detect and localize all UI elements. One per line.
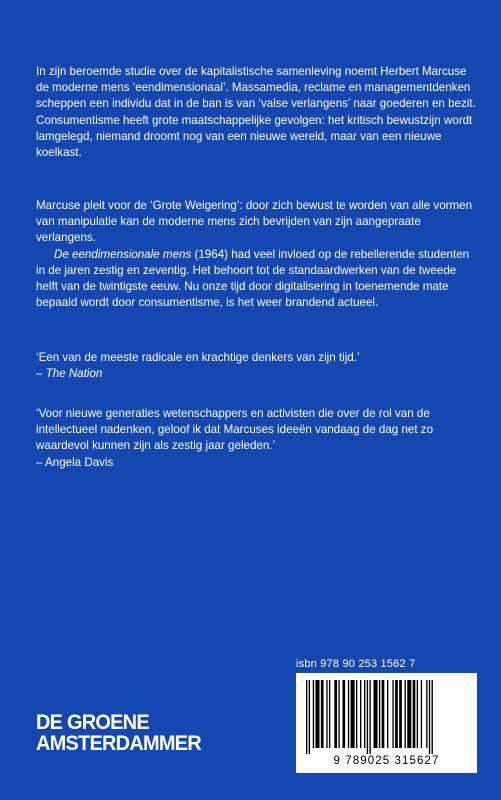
barcode-bar xyxy=(364,680,365,748)
blurb-text-2b xyxy=(36,247,476,312)
barcode-bar xyxy=(360,680,361,748)
barcode-bar xyxy=(338,680,339,748)
barcode-bar xyxy=(342,680,345,748)
barcode-bar xyxy=(405,680,406,748)
barcode-digits: 9 789025 315627 xyxy=(333,755,440,767)
barcode-bar xyxy=(321,680,324,748)
isbn-label: isbn 978 90 253 1562 7 xyxy=(296,658,416,670)
barcode-bar xyxy=(382,680,385,748)
barcode-bar xyxy=(334,680,337,748)
quote-text: ‘Een van de meeste radicale en krachtige denkers van zijn tijd.’ xyxy=(36,351,360,364)
barcode-bar xyxy=(374,680,378,748)
barcode-bar xyxy=(329,680,330,748)
publisher-logo-line-2: AMSTERDAMMER xyxy=(36,732,201,755)
blurb-paragraph-2 xyxy=(36,198,476,311)
blurb-text-2b-rest: (1964) had veel invloed op de rebellerende studenten in de jaren zestig en zeventig. Het behoort tot de standaardwerken van de tweede helft van de twintigste eeuw. Nu onze tijd door digitalisering in toenemende mate bepaald wordt door consumentisme, is het weer brandend actueel. xyxy=(36,247,470,310)
blurb-text-1: In zijn beroemde studie over de kapitalistische samenleving noemt Herbert Marcuse de moderne mens ‘eendimensionaal’. Massamedia, reclame en managementdenken scheppen een individu dat in de ban is van ‘valse verlangens’ naar goederen en bezit. Consumentisme heeft grote maatschappelijke gevolgen: het kritisch bewustzijn wordt lamgelegd, niemand droomt nog van een nieuwe wereld, maar van een nieuwe koelkast. xyxy=(36,65,476,160)
quote-source: – The Nation xyxy=(36,367,103,381)
barcode-bar xyxy=(306,680,307,754)
barcode-bar xyxy=(348,680,349,748)
barcode-bar xyxy=(399,680,402,748)
barcode-bar xyxy=(395,680,398,748)
barcode-bar xyxy=(369,680,370,754)
quote-angela-davis xyxy=(36,406,476,471)
book-title-inline: De eendimensionale mens xyxy=(54,247,192,261)
blurb-text-2a: Marcuse pleit voor de ‘Grote Weigering’: door zich bewust te worden van alle vormen van manipulatie kan de moderne mens zich bevrijden van zijn aangepraate verlangens. xyxy=(36,199,473,245)
quote-text: ‘Voor nieuwe generaties wetenschappers en activisten die over de rol van de intellectueel nadenken, geloof ik dat Marcuses ideeën vandaag de dag net zo waardevol kunnen zijn als zestig jaar geleden.’ xyxy=(36,407,434,453)
barcode-bar xyxy=(413,680,416,748)
publisher-logo xyxy=(36,712,201,754)
barcode-bar xyxy=(426,680,427,748)
quote-source: – Angela Davis xyxy=(36,455,114,469)
barcode-bar xyxy=(429,680,430,754)
barcode-bar xyxy=(356,680,357,748)
barcode-bar xyxy=(392,680,393,748)
barcode-bar xyxy=(421,680,422,748)
publisher-logo-line-1: DE GROENE xyxy=(36,711,149,734)
barcode-bar xyxy=(313,680,314,748)
barcode-bar xyxy=(432,680,433,754)
barcode-bar xyxy=(326,680,327,748)
barcode-bar xyxy=(351,680,355,748)
barcode-bar xyxy=(379,680,380,748)
quote-the-nation xyxy=(36,350,476,382)
barcode-bars xyxy=(304,680,469,754)
barcode-bar xyxy=(417,680,418,748)
blurb-paragraph-1 xyxy=(36,64,476,161)
barcode xyxy=(296,673,477,773)
barcode-bar xyxy=(309,680,310,754)
barcode-bar xyxy=(387,680,388,748)
barcode-bar xyxy=(315,680,319,748)
barcode-bar xyxy=(367,680,368,754)
barcode-bar xyxy=(407,680,411,748)
